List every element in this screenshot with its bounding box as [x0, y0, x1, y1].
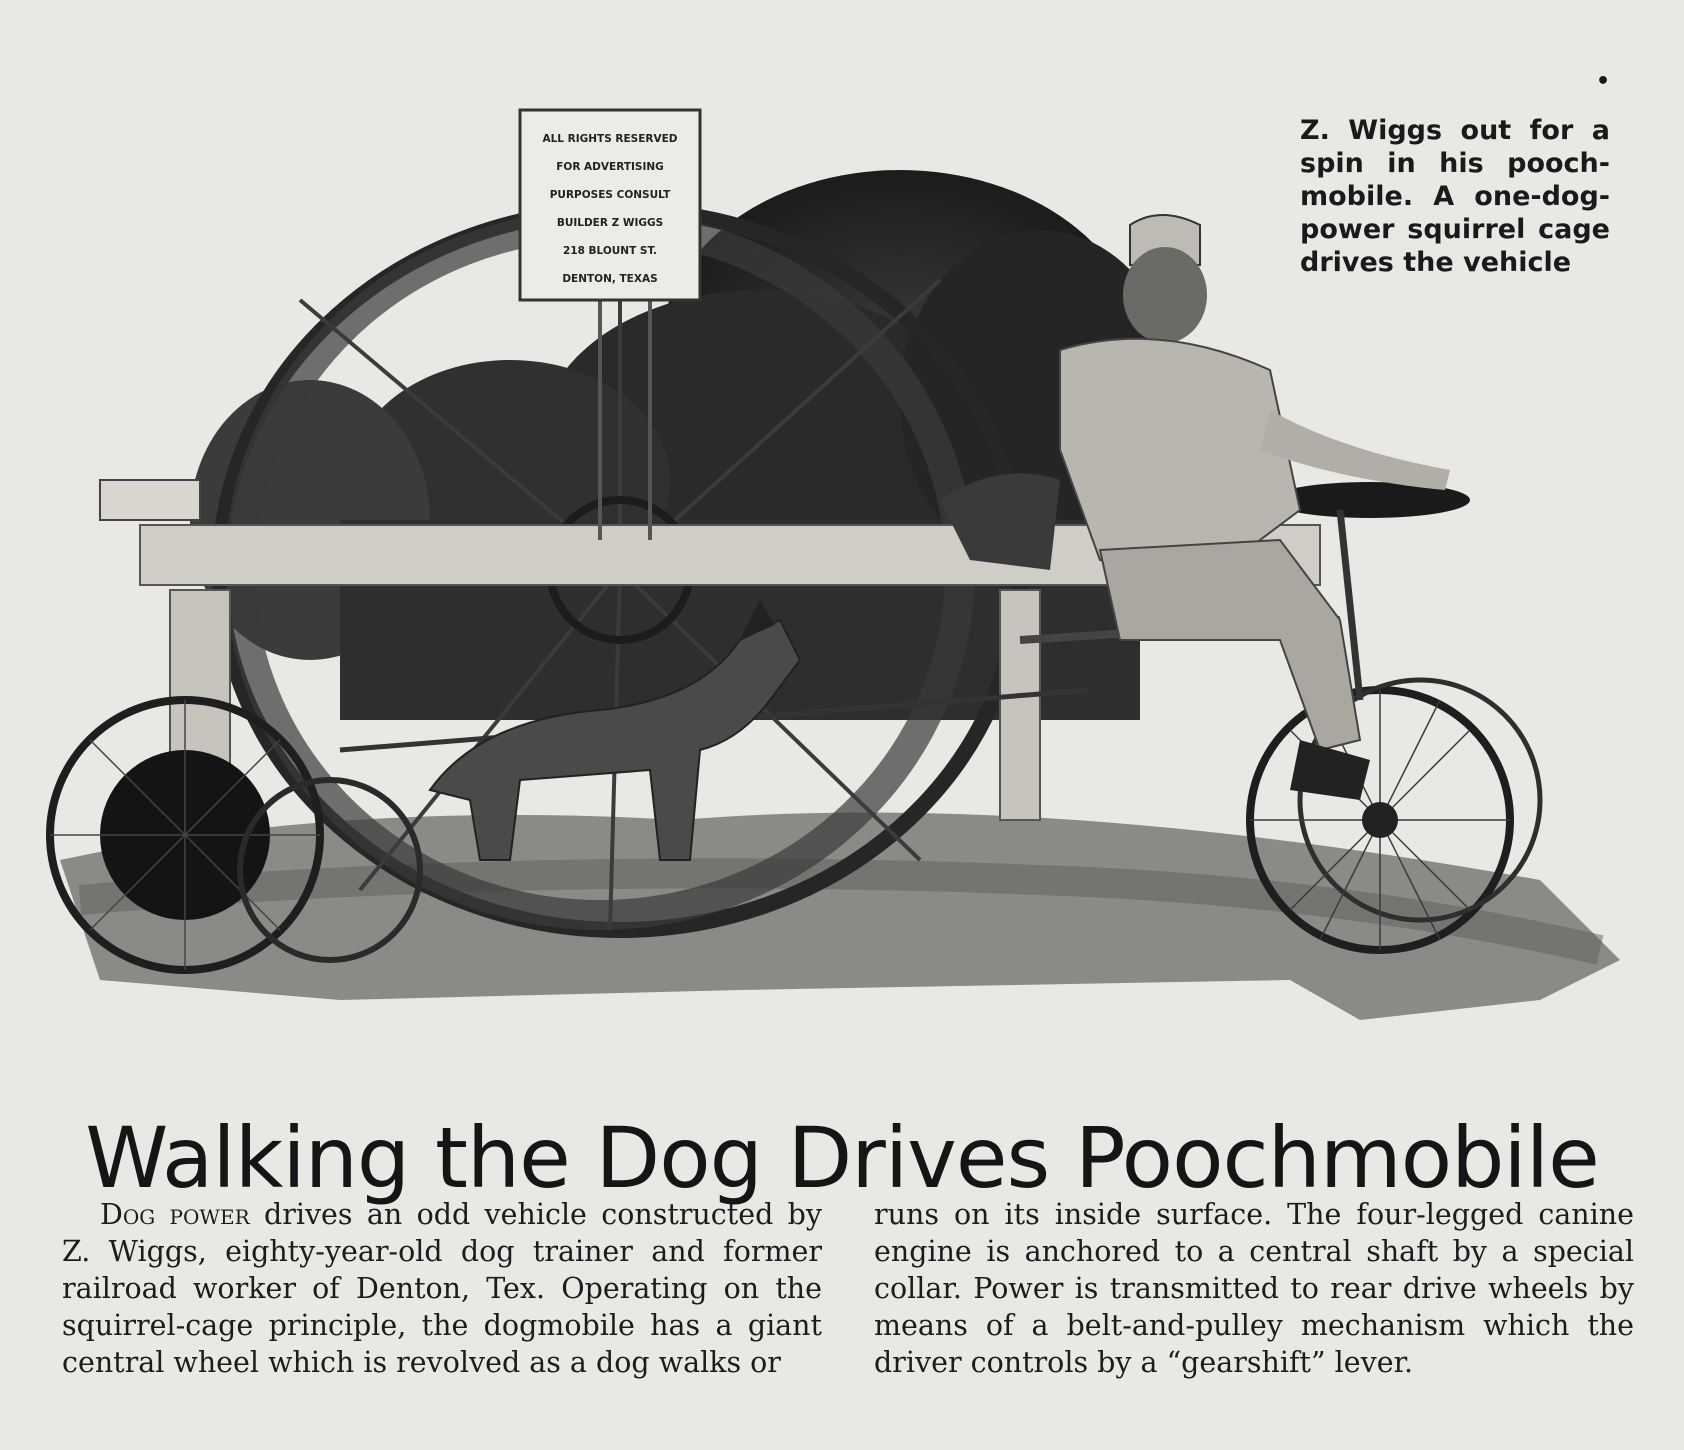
article-column-1-text: drives an odd vehicle constructed by Z. Wiggs, eighty-year-old dog trainer and former railroad worker of Denton, Tex. Operating on the squirrel-cage principle, the dogmobile has a giant central wheel which is revolved as a dog walks or [62, 1198, 822, 1379]
caption-text: Z. Wiggs out for a spin in his pooch-mobile. A one-dog-power squirrel cage drives the vehicle [1300, 115, 1610, 278]
sign-line: FOR ADVERTISING [556, 161, 664, 173]
sign-line: BUILDER Z WIGGS [556, 217, 664, 229]
article-column-2: runs on its inside surface. The four-legged canine engine is anchored to a central shaft by a special collar. Power is transmitted to rear drive wheels by means of a belt-and-pulley mechanism which the driver controls by a “gearshift” lever. [874, 1198, 1634, 1379]
article-headline: Walking the Dog Drives Poochmobile [85, 1109, 1599, 1207]
caption-bullet: • [1595, 69, 1610, 94]
sign-line: ALL RIGHTS RESERVED [542, 133, 678, 145]
article-column-1 [62, 1196, 822, 1381]
photo-caption [1300, 70, 1610, 279]
sign-line: 218 BLOUNT ST. [562, 245, 658, 257]
sign-line: DENTON, TEXAS [562, 273, 658, 285]
sign-line: PURPOSES CONSULT [549, 189, 671, 201]
article-lead-in: Dog power [100, 1198, 250, 1231]
